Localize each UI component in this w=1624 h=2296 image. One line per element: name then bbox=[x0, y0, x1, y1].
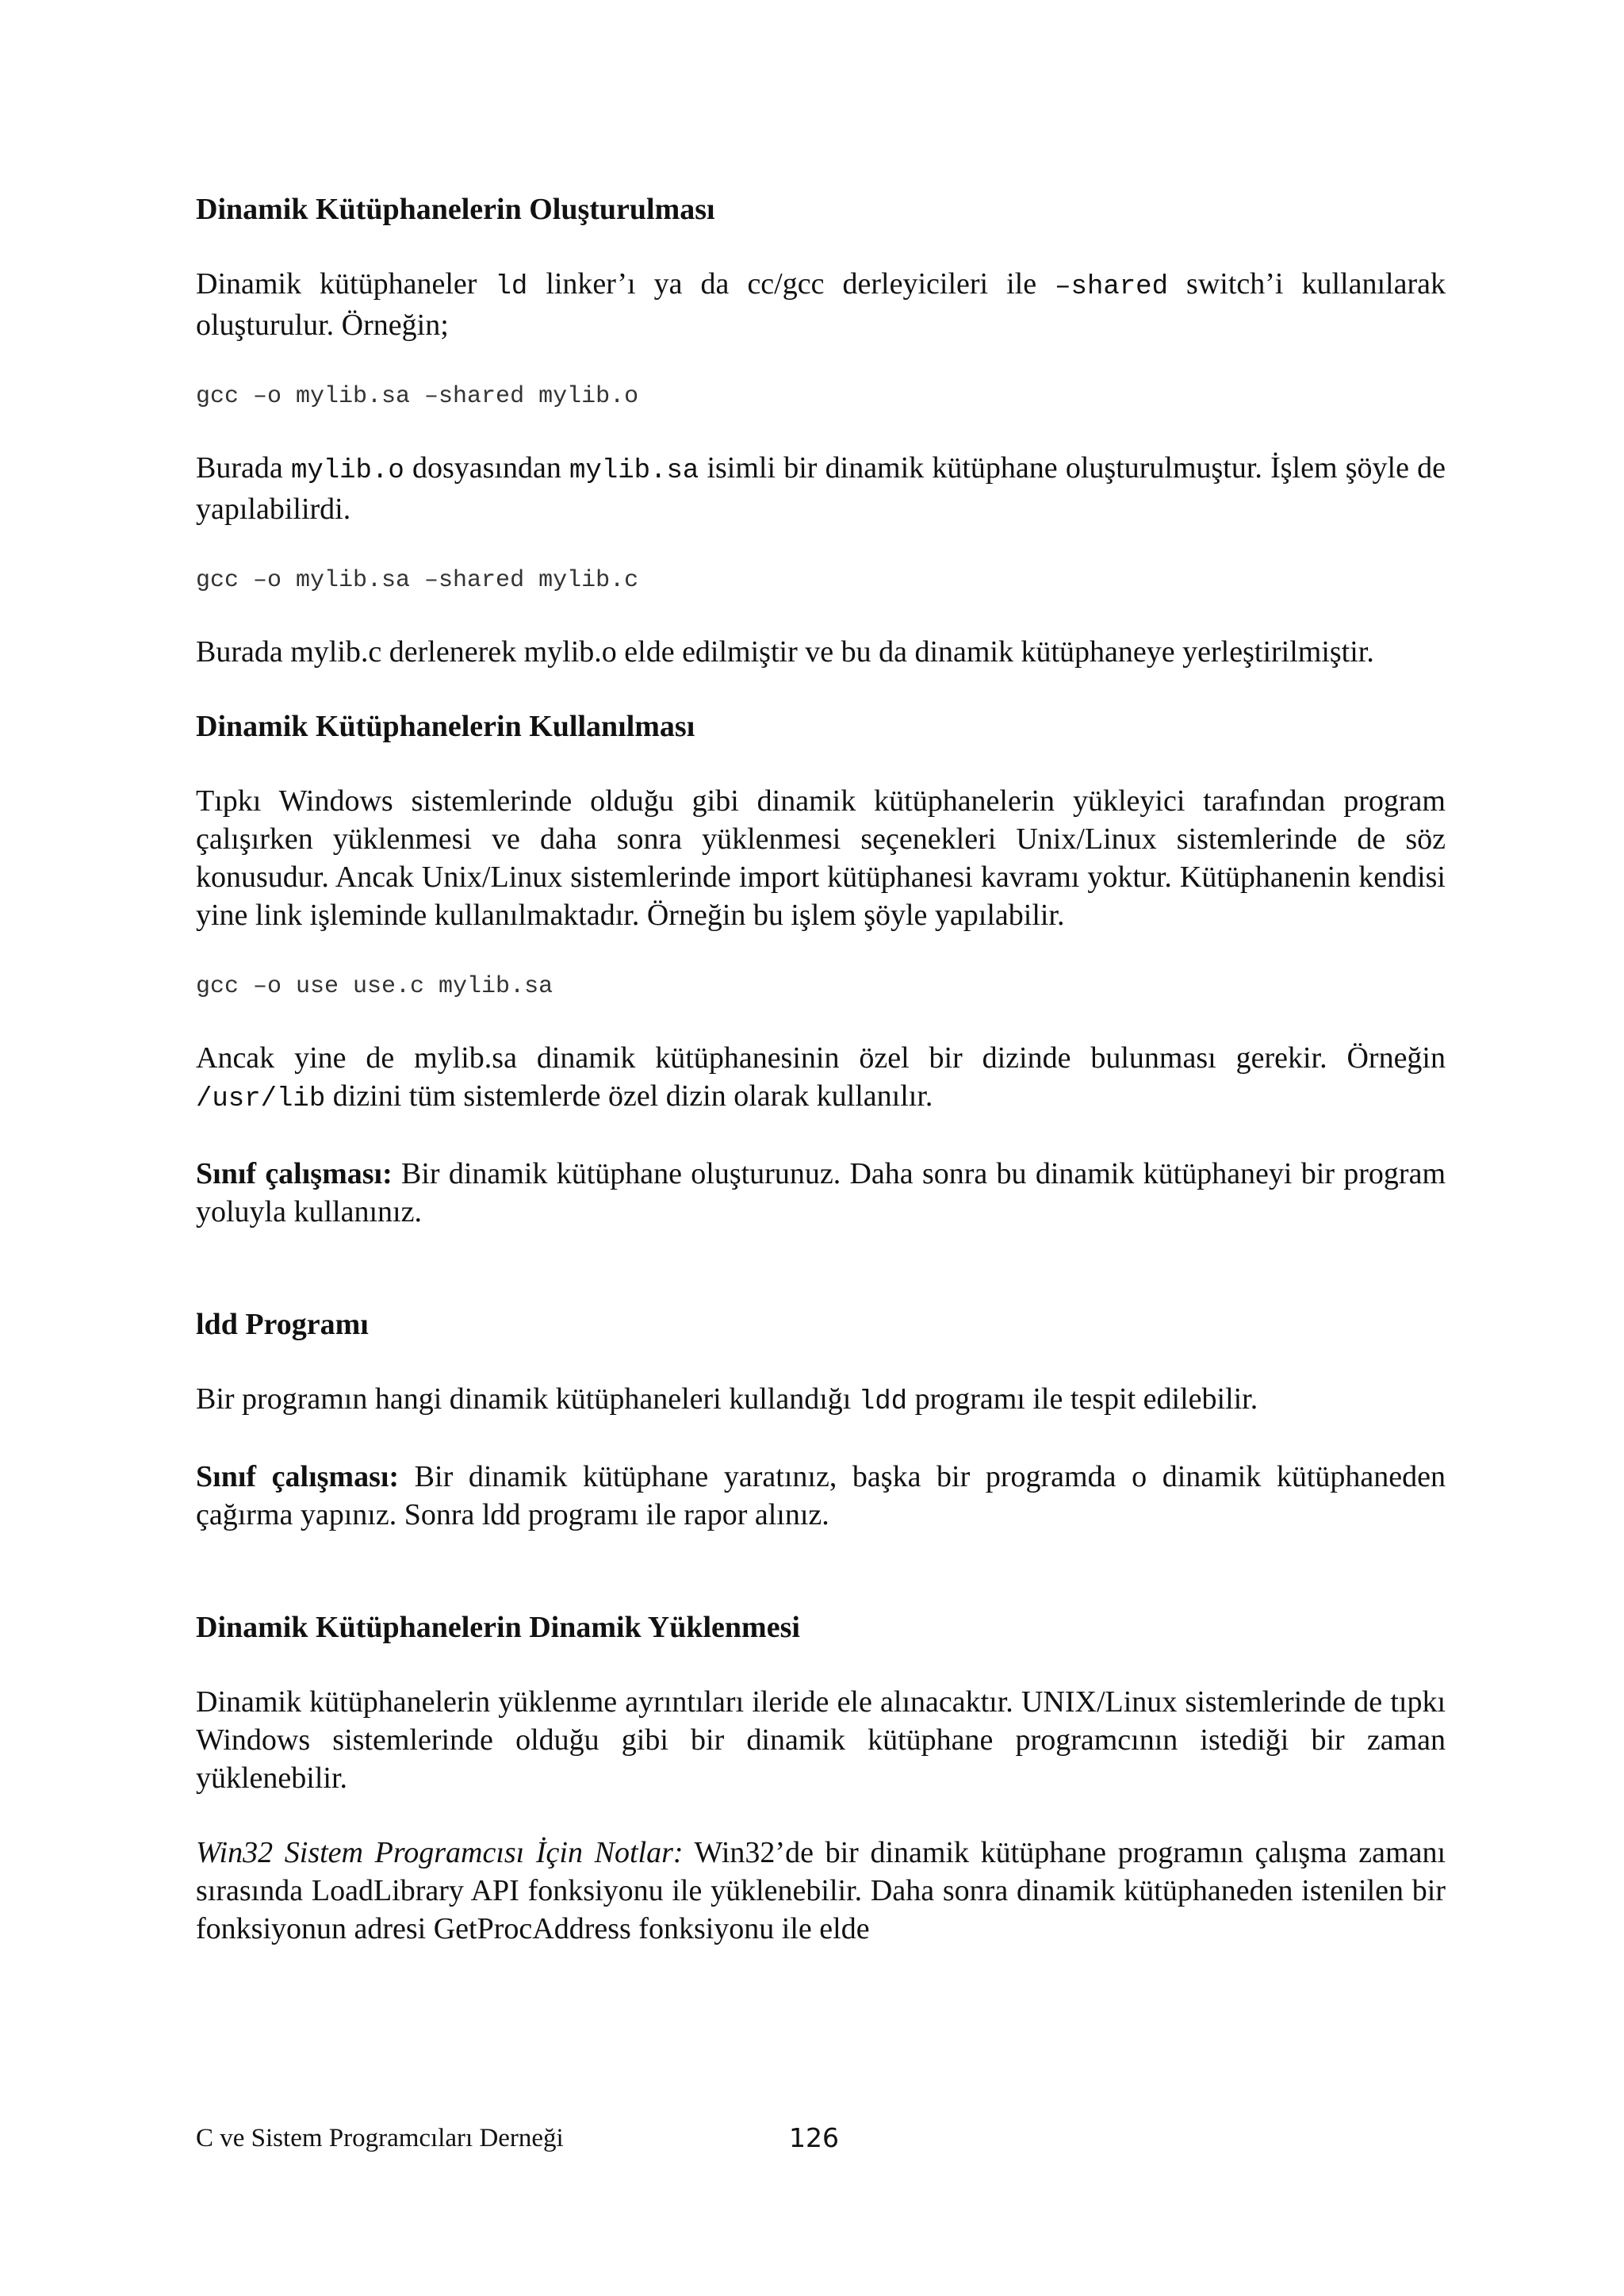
code-block: gcc –o use use.c mylib.sa bbox=[196, 973, 553, 1000]
text: programı ile tespit edilebilir. bbox=[907, 1382, 1258, 1416]
page-number: 126 bbox=[789, 2122, 839, 2153]
text: dizini tüm sistemlerde özel dizin olarak kullanılır. bbox=[325, 1079, 933, 1113]
paragraph bbox=[196, 265, 1446, 344]
text: switch’i kullanılarak oluşturulur. Örneğin; bbox=[196, 267, 1446, 342]
exercise-paragraph bbox=[196, 1458, 1446, 1534]
code-block: gcc –o mylib.sa –shared mylib.c bbox=[196, 567, 639, 594]
inline-code: mylib.sa bbox=[569, 456, 699, 486]
text: dosyasından bbox=[404, 451, 570, 485]
exercise-label: Sınıf çalışması: bbox=[196, 1157, 393, 1190]
section-heading: Dinamik Kütüphanelerin Dinamik Yüklenmesi bbox=[196, 1611, 800, 1644]
text: Dinamik kütüphaneler bbox=[196, 267, 496, 301]
note-label: Win32 Sistem Programcısı İçin Notlar: bbox=[196, 1836, 684, 1869]
text: Bir dinamik kütüphane yaratınız, başka bir programda o dinamik kütüphaneden çağırma yapınız. Sonra ldd programı ile rapor alınız. bbox=[196, 1460, 1446, 1531]
exercise-paragraph bbox=[196, 1155, 1446, 1231]
text: linker’ı ya da cc/gcc derleyicileri ile bbox=[527, 267, 1055, 301]
inline-code: /usr/lib bbox=[196, 1084, 326, 1114]
inline-code: ld bbox=[495, 272, 528, 302]
text: Win32’de bir dinamik kütüphane programın çalışma zamanı sırasında LoadLibrary API fonksiyonu ile yüklenebilir. Daha sonra dinamik kütüphaneden istenilen bir fonksiyonun adresi GetProcAddress fonksiyonu ile elde bbox=[196, 1836, 1446, 1945]
exercise-label: Sınıf çalışması: bbox=[196, 1460, 400, 1493]
section-heading: Dinamik Kütüphanelerin Oluşturulması bbox=[196, 193, 715, 226]
section-heading: Dinamik Kütüphanelerin Kullanılması bbox=[196, 710, 695, 743]
paragraph: Burada mylib.c derlenerek mylib.o elde edilmiştir ve bu da dinamik kütüphaneye yerleştirilmiştir. bbox=[196, 635, 1374, 669]
paragraph: Tıpkı Windows sistemlerinde olduğu gibi dinamik kütüphanelerin yükleyici tarafından program çalışırken yüklenmesi ve daha sonra yüklenmesi seçenekleri Unix/Linux sistemlerinde de söz konusudur. Ancak Unix/Linux sistemlerinde import kütüphanesi kavramı yoktur. Kütüphanenin kendisi yine link işleminde kullanılmaktadır. Örneğin bu işlem şöyle yapılabilir. bbox=[196, 784, 1446, 932]
text: Ancak yine de mylib.sa dinamik kütüphanesinin özel bir dizinde bulunması gerekir. Örneğin bbox=[196, 1041, 1446, 1075]
page-content bbox=[196, 190, 1446, 1948]
text: Bir programın hangi dinamik kütüphaneleri kullandığı bbox=[196, 1382, 859, 1416]
text: isimli bir dinamik kütüphane oluşturulmuştur. İşlem şöyle de yapılabilirdi. bbox=[196, 451, 1446, 526]
note-paragraph bbox=[196, 1834, 1446, 1948]
paragraph bbox=[196, 1380, 1446, 1421]
text: Bir dinamik kütüphane oluşturunuz. Daha sonra bu dinamik kütüphaneyi bir program yoluyla kullanınız. bbox=[196, 1157, 1446, 1228]
footer-organization: C ve Sistem Programcıları Derneği bbox=[196, 2124, 564, 2152]
paragraph bbox=[196, 449, 1446, 528]
code-block: gcc –o mylib.sa –shared mylib.o bbox=[196, 383, 639, 410]
inline-code: mylib.o bbox=[290, 456, 404, 486]
paragraph: Dinamik kütüphanelerin yüklenme ayrıntıları ileride ele alınacaktır. UNIX/Linux sistemlerinde de tıpkı Windows sistemlerinde olduğu gibi bir dinamik kütüphane programcının istediği bir zaman yüklenebilir. bbox=[196, 1685, 1446, 1795]
text: Burada bbox=[196, 451, 291, 485]
inline-code: –shared bbox=[1055, 272, 1168, 302]
section-heading: ldd Programı bbox=[196, 1308, 369, 1341]
inline-code: ldd bbox=[858, 1387, 908, 1417]
paragraph bbox=[196, 1039, 1446, 1118]
